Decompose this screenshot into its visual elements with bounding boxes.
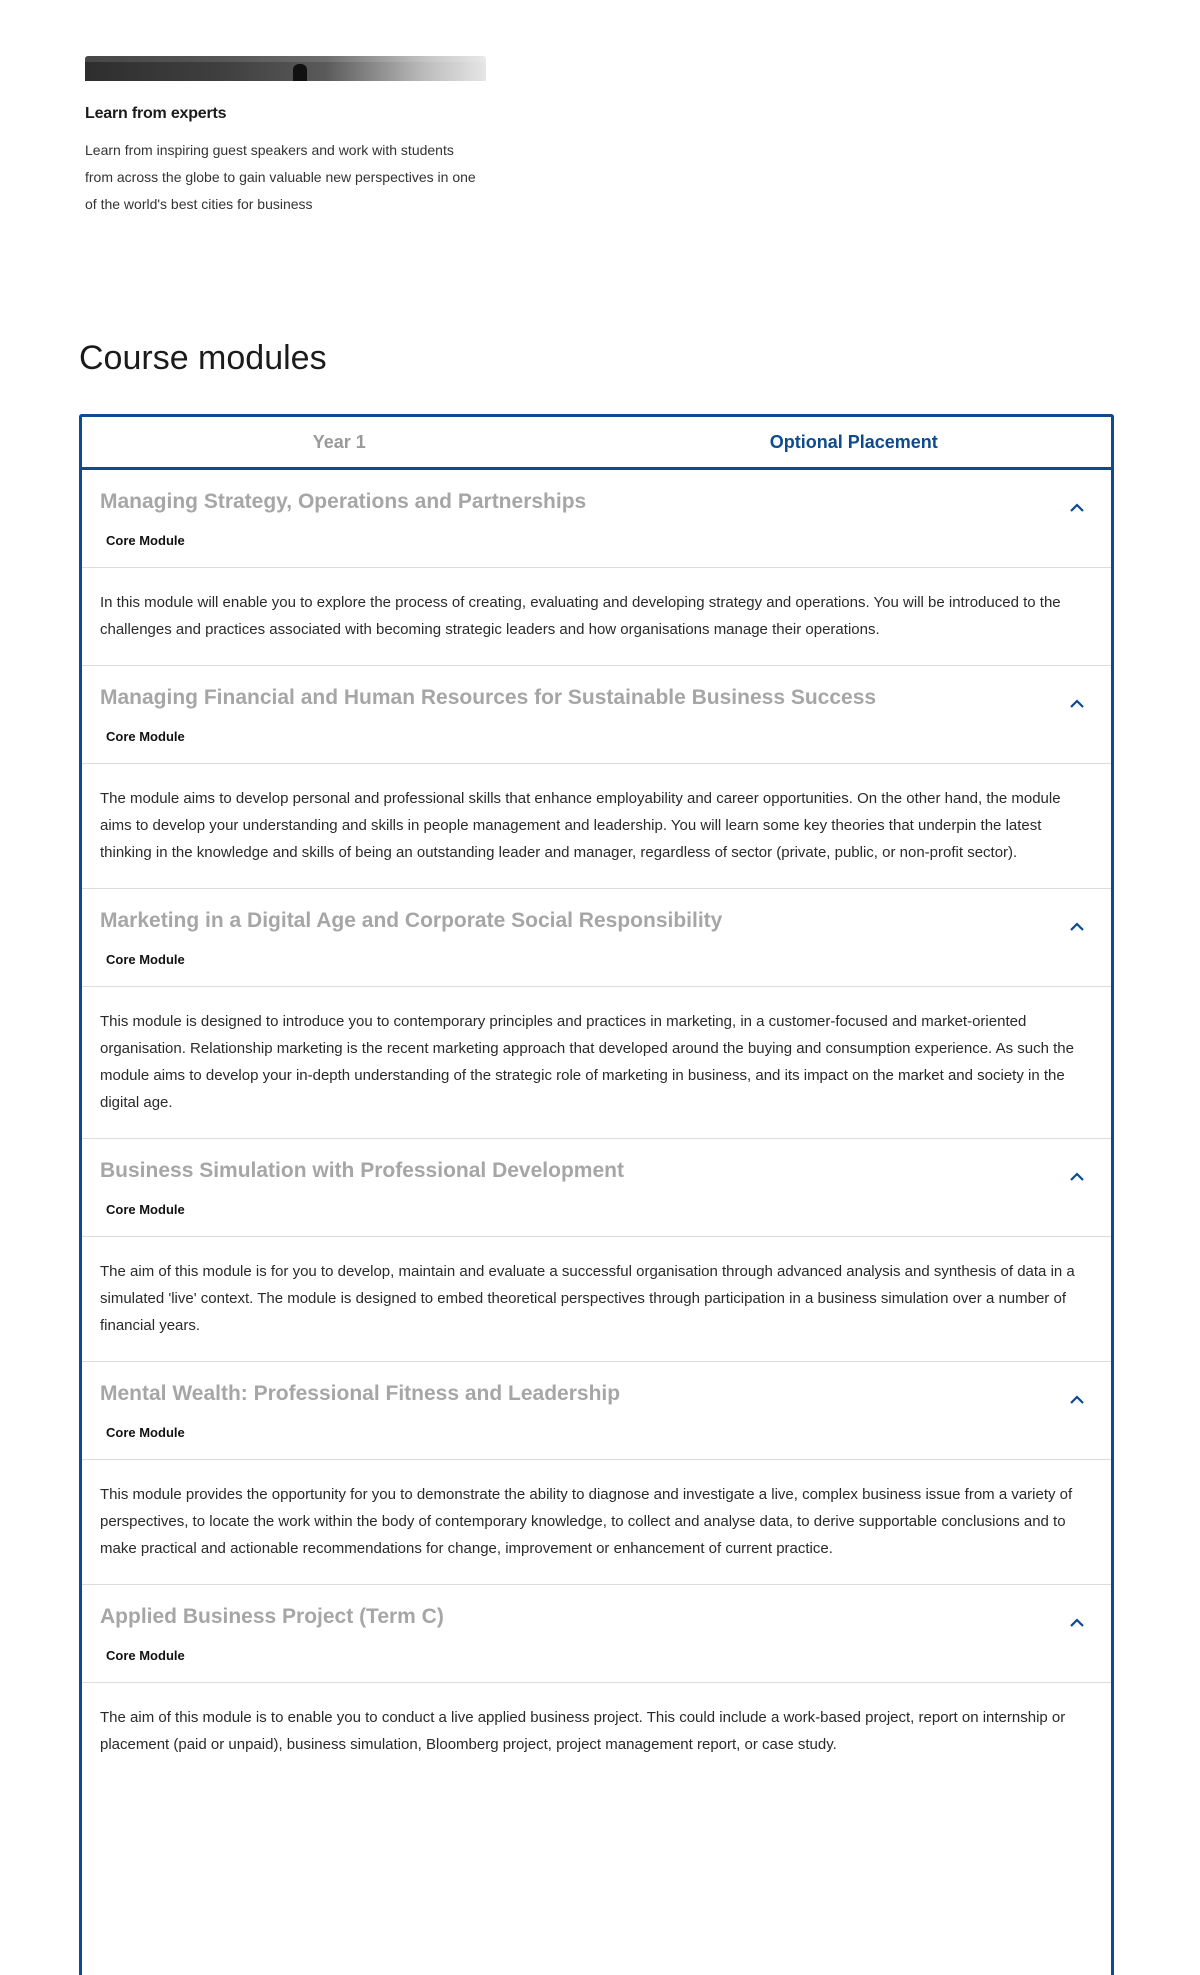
module-badge: Core Module <box>106 1202 185 1217</box>
module-description: The aim of this module is for you to develop, maintain and evaluate a successful organisation through advanced analysis and synthesis of data in a simulated 'live' context. The module is designed to embed theoretical perspectives through participation in a business simulation over a number of financial years. <box>82 1237 1111 1362</box>
module-header[interactable] <box>82 470 1111 568</box>
module-badge: Core Module <box>106 1425 185 1440</box>
module-item <box>82 1139 1111 1362</box>
module-badge: Core Module <box>106 729 185 744</box>
tab-bar <box>82 417 1111 470</box>
module-header[interactable] <box>82 1585 1111 1683</box>
chevron-up-icon[interactable] <box>1067 1169 1087 1185</box>
module-header[interactable] <box>82 889 1111 987</box>
tab-optional-placement[interactable]: Optional Placement <box>769 431 938 452</box>
module-description: The aim of this module is to enable you to conduct a live applied business project. This could include a work-based project, report on internship or placement (paid or unpaid), business simulation, Bloomberg project, project management report, or case study. <box>100 1709 1066 1753</box>
module-header[interactable] <box>82 1139 1111 1237</box>
module-item <box>82 889 1111 1139</box>
module-item <box>82 666 1111 889</box>
module-description: In this module will enable you to explore the process of creating, evaluating and developing strategy and operations. You will be introduced to the challenges and practices associated with becoming strategic leaders and how organisations manage their operations. <box>82 568 1111 666</box>
chevron-up-icon[interactable] <box>1067 696 1087 712</box>
module-title: Marketing in a Digital Age and Corporate Social Responsibility <box>100 909 723 932</box>
module-item <box>82 470 1111 666</box>
module-header[interactable] <box>82 1362 1111 1460</box>
chevron-up-icon[interactable] <box>1067 1392 1087 1408</box>
section-title: Course modules <box>79 339 327 377</box>
module-title: Managing Strategy, Operations and Partnerships <box>100 490 587 513</box>
module-title: Applied Business Project (Term C) <box>100 1605 444 1628</box>
module-description: This module provides the opportunity for you to demonstrate the ability to diagnose and investigate a live, complex business issue from a variety of perspectives, to locate the work within the body of contemporary knowledge, to collect and analyse data, to derive supportable conclusions and to make practical and actionable recommendations for change, improvement or enhancement of current practice. <box>82 1460 1111 1585</box>
module-description: The module aims to develop personal and professional skills that enhance employability and career opportunities. On the other hand, the module aims to develop your understanding and skills in people management and leadership. You will learn some key theories that underpin the latest thinking in the knowledge and skills of being an outstanding leader and manager, regardless of sector (private, public, or non-profit sector). <box>82 764 1111 889</box>
module-badge: Core Module <box>106 952 185 967</box>
chevron-up-icon[interactable] <box>1067 919 1087 935</box>
module-item <box>82 1362 1111 1585</box>
module-badge: Core Module <box>106 533 185 548</box>
course-modules-panel <box>79 414 1114 1975</box>
chevron-up-icon[interactable] <box>1067 1615 1087 1631</box>
module-title: Mental Wealth: Professional Fitness and Leadership <box>100 1382 621 1405</box>
chevron-up-icon[interactable] <box>1067 500 1087 516</box>
feature-image <box>85 56 486 81</box>
module-description: This module is designed to introduce you to contemporary principles and practices in marketing, in a customer-focused and market-oriented organisation. Relationship marketing is the recent marketing approach that developed around the buying and consumption experience. As such the module aims to develop your in-depth understanding of the strategic role of marketing in business, and its impact on the market and society in the digital age. <box>82 987 1111 1139</box>
module-item <box>82 1585 1111 1780</box>
feature-text: Learn from inspiring guest speakers and work with students from across the globe to gain valuable new perspectives in one of the world's best cities for business <box>85 142 476 212</box>
module-title: Business Simulation with Professional Development <box>100 1159 624 1182</box>
module-title: Managing Financial and Human Resources for Sustainable Business Success <box>100 686 877 709</box>
tab-year-1[interactable]: Year 1 <box>312 431 366 452</box>
feature-title: Learn from experts <box>85 105 227 122</box>
image-highlight <box>85 56 486 62</box>
module-header[interactable] <box>82 666 1111 764</box>
module-badge: Core Module <box>106 1648 185 1663</box>
image-figure <box>293 64 307 81</box>
